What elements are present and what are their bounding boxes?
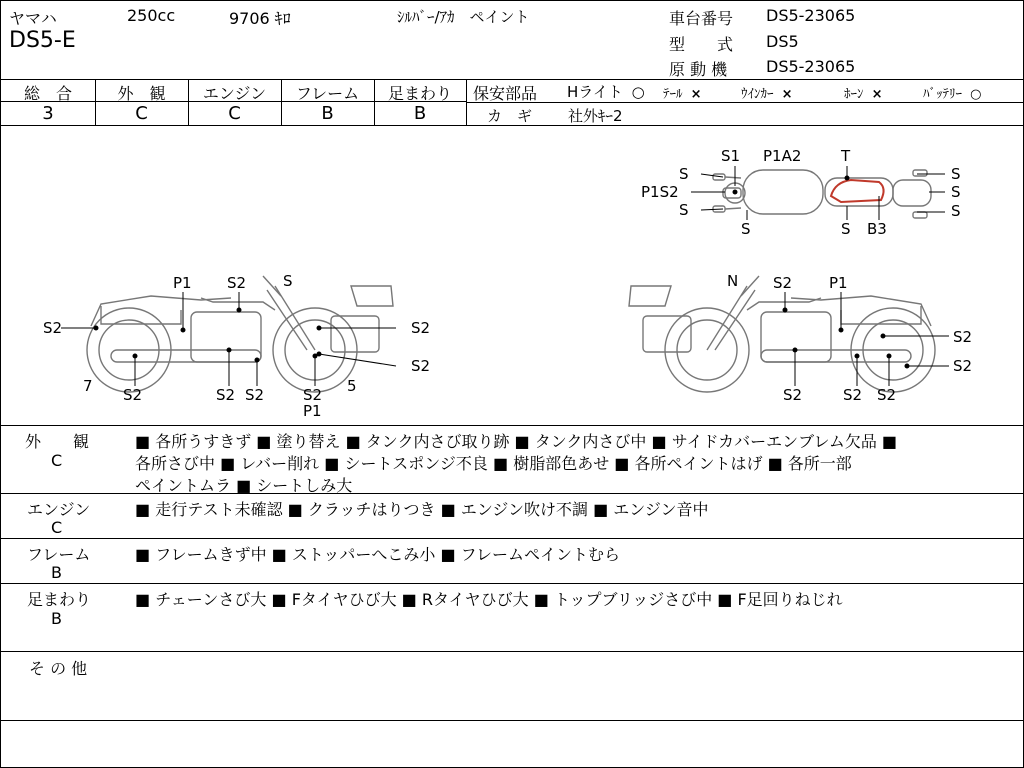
divider — [466, 102, 1023, 103]
right-view-labels — [727, 272, 972, 404]
suspension-grade-label: 足まわり — [387, 84, 452, 103]
note-line: ■ チェーンさび大 ■ Fタイヤひび大 ■ Rタイヤひび大 ■ トップブリッジさび中 ■ F足回りねじれ — [135, 590, 843, 609]
motorcycle-diagram — [1, 126, 1023, 426]
frame-number-label: 車台番号 — [669, 9, 734, 28]
safety-title: 保安部品 — [473, 84, 538, 103]
diag-label: B3 — [867, 220, 887, 238]
divider — [1, 651, 1023, 652]
note-grade-engine: C — [51, 518, 63, 537]
diag-label: S2 — [227, 274, 247, 292]
mileage: 9706 ｷﾛ — [229, 9, 291, 28]
diag-label: S2 — [411, 357, 431, 375]
note-grade-exterior: C — [51, 451, 63, 470]
safety-item-winker: ｳｲﾝｶｰ × — [741, 87, 793, 102]
diag-label: 5 — [347, 377, 357, 395]
diag-label: P1S2 — [641, 183, 679, 201]
exterior-label: 外 観 — [117, 84, 166, 103]
engine-label: 原 動 機 — [669, 60, 728, 79]
diag-label: P1 — [303, 402, 322, 420]
divider — [1, 583, 1023, 584]
safety-mark: ○ — [970, 87, 982, 102]
displacement: 250cc — [127, 6, 176, 25]
frame-number-value: DS5-23065 — [766, 6, 856, 25]
note-grade-suspension: B — [51, 609, 62, 628]
diag-label: S1 — [721, 147, 741, 165]
top-view-bike — [713, 170, 931, 218]
left-view-labels — [43, 272, 430, 420]
key-value: 社外ｷｰ2 — [568, 107, 623, 125]
note-line: 各所さび中 ■ レバー削れ ■ シートスポンジ不良 ■ 樹脂部色あせ ■ 各所ペイントはげ ■ 各所一部 — [135, 454, 852, 473]
diag-label: S — [951, 165, 961, 183]
suspension-grade-value: B — [413, 103, 427, 124]
diag-label: T — [841, 147, 851, 165]
top-view-labels — [641, 147, 961, 238]
safety-item-horn: ﾎｰﾝ × — [844, 87, 883, 102]
safety-item-battery: ﾊﾞｯﾃﾘｰ ○ — [923, 87, 982, 102]
diag-label: S — [741, 220, 751, 238]
model-code: DS5-E — [9, 28, 76, 53]
type-label: 型 式 — [669, 35, 734, 54]
diag-label: P1 — [173, 274, 192, 292]
note-category-other: そ の 他 — [29, 659, 88, 678]
diag-label: S2 — [245, 386, 265, 404]
note-category-engine: エンジン — [27, 500, 91, 519]
damage-pointers — [61, 166, 949, 386]
engine-grade-value: C — [228, 103, 241, 124]
diag-label: S2 — [411, 319, 431, 337]
overall-label: 総 合 — [23, 84, 72, 103]
diag-label: P1A2 — [763, 147, 802, 165]
diag-label: S2 — [216, 386, 236, 404]
safety-item-headlight: Hライト ○ — [567, 83, 645, 101]
diag-label: S — [679, 201, 689, 219]
diag-label: S2 — [953, 328, 973, 346]
engine-grade-label: エンジン — [202, 84, 267, 103]
key-label: カ ギ — [487, 107, 533, 125]
diag-label: S2 — [783, 386, 803, 404]
diag-label: S — [841, 220, 851, 238]
color: ｼﾙﾊﾞｰ/ｱｶ ペイント — [397, 8, 530, 26]
safety-mark: × — [690, 87, 702, 102]
divider — [1, 79, 1023, 80]
type-value: DS5 — [766, 32, 799, 51]
diag-label: S — [951, 183, 961, 201]
diag-label: S2 — [303, 386, 323, 404]
diag-label: P1 — [829, 274, 848, 292]
engine-value: DS5-23065 — [766, 57, 856, 76]
diag-label: N — [727, 272, 739, 290]
diag-label: S2 — [953, 357, 973, 375]
diag-label: S2 — [123, 386, 143, 404]
maker: ヤマハ — [9, 9, 57, 28]
diag-label: S — [951, 202, 961, 220]
overall-value: 3 — [42, 103, 54, 124]
diag-label: S2 — [43, 319, 63, 337]
safety-mark: × — [871, 87, 883, 102]
diag-label: S2 — [877, 386, 897, 404]
diag-label: S2 — [843, 386, 863, 404]
frame-grade-value: B — [321, 103, 334, 124]
divider — [1, 720, 1023, 721]
frame-grade-label: フレーム — [295, 84, 360, 103]
divider — [1, 538, 1023, 539]
left-side-bike — [87, 276, 393, 392]
divider — [1, 425, 1023, 426]
note-line: ペイントムラ ■ シートしみ大 — [135, 476, 353, 495]
note-line: ■ 走行テスト未確認 ■ クラッチはりつき ■ エンジン吹け不調 ■ エンジン音中 — [135, 500, 709, 519]
safety-item-tail: ﾃｰﾙ × — [663, 87, 702, 102]
diag-label: S — [283, 272, 293, 290]
safety-mark: × — [781, 87, 793, 102]
note-category-suspension: 足まわり — [27, 590, 92, 609]
note-line: ■ フレームきず中 ■ ストッパーへこみ小 ■ フレームペイントむら — [135, 545, 621, 564]
note-grade-frame: B — [51, 563, 62, 582]
safety-mark: ○ — [631, 83, 645, 101]
diag-label: S — [679, 165, 689, 183]
exterior-value: C — [135, 103, 148, 124]
note-line: ■ 各所うすきず ■ 塗り替え ■ タンク内さび取り跡 ■ タンク内さび中 ■ サイドカバーエンブレム欠品 ■ — [135, 432, 898, 451]
diag-label: 7 — [83, 377, 93, 395]
note-category-exterior: 外 観 — [25, 432, 90, 451]
diag-label: S2 — [773, 274, 793, 292]
note-category-frame: フレーム — [27, 545, 91, 564]
